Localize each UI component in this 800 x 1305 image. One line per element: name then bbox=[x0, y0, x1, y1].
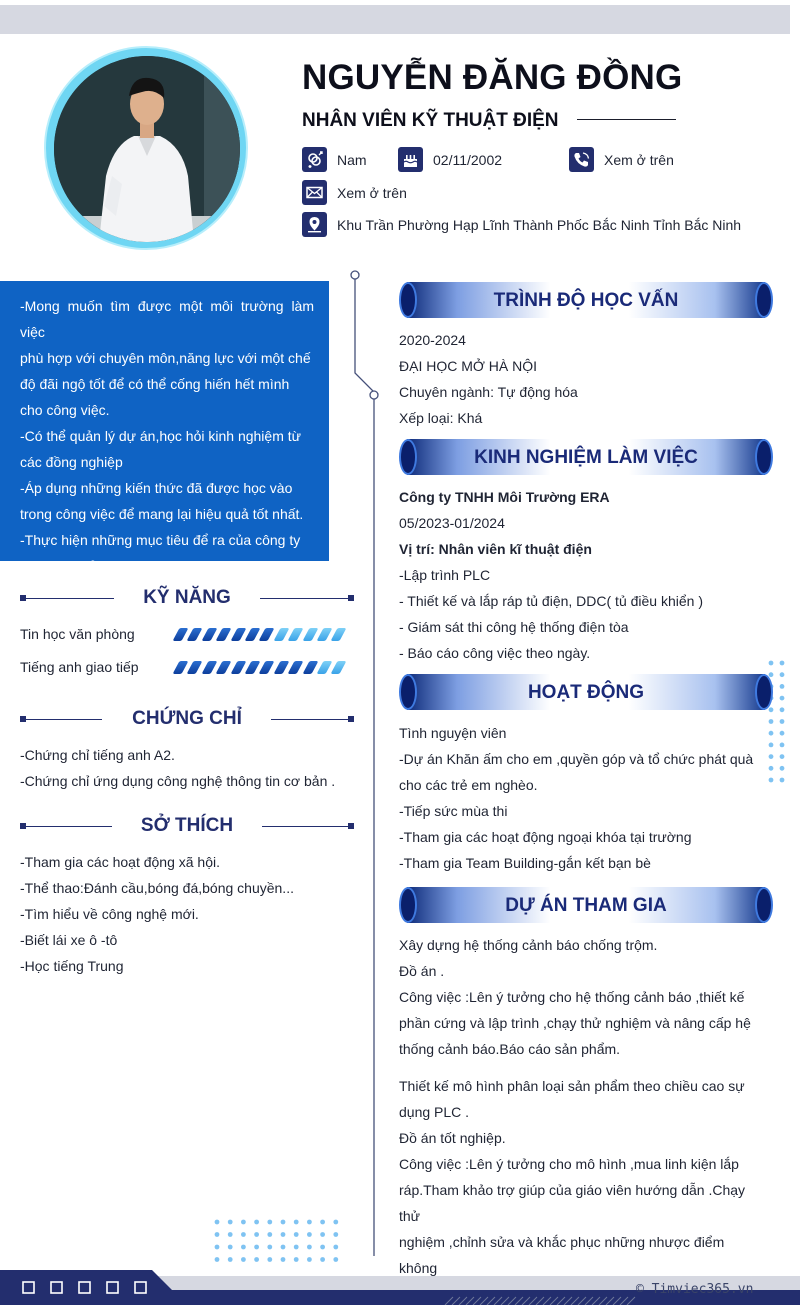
decoration-dot bbox=[333, 1257, 338, 1262]
activities-title: HOẠT ĐỘNG bbox=[527, 682, 645, 703]
hobby-item: -Biết lái xe ô -tô bbox=[20, 932, 118, 948]
decoration-dot bbox=[307, 1257, 312, 1262]
skill-bar-segment bbox=[273, 628, 289, 641]
education-school: ĐẠI HỌC MỞ HÀ NỘI bbox=[399, 358, 538, 374]
decoration-dot bbox=[780, 661, 785, 666]
skills-heading bbox=[20, 587, 354, 611]
certificate-item: -Chứng chỉ ứng dụng công nghệ thông tin cơ bản . bbox=[20, 773, 336, 789]
education-major: Chuyên ngành: Tự động hóa bbox=[399, 384, 578, 400]
decoration-dot bbox=[228, 1220, 233, 1225]
experience-title: KINH NGHIỆM LÀM VIỆC bbox=[474, 447, 698, 468]
activity-line: -Dự án Khăn ấm cho em ,quyền góp và tổ chức phát quà bbox=[399, 751, 754, 767]
objective-line: độ đãi ngộ tốt để có thể cống hiến hết mình bbox=[20, 376, 290, 392]
decoration-dot bbox=[780, 731, 785, 736]
decoration-dot bbox=[294, 1220, 299, 1225]
decoration-dot bbox=[215, 1232, 220, 1237]
skill-bar-segment bbox=[216, 661, 232, 674]
decoration-dot bbox=[769, 778, 774, 783]
skill-bar-segment bbox=[331, 661, 347, 674]
gender-value: Nam bbox=[337, 151, 367, 168]
project-line: ráp.Tham khảo trợ giúp của giáo viên hướng dẫn .Chạy thử bbox=[399, 1182, 746, 1224]
skill-bar-segment bbox=[316, 661, 332, 674]
activity-line: -Tham gia Team Building-gắn kết bạn bè bbox=[399, 855, 651, 871]
project-line: Công việc :Lên ý tưởng cho mô hình ,mua linh kiện lắp bbox=[399, 1156, 739, 1172]
skill-bar-segment bbox=[201, 628, 217, 641]
experience-heading bbox=[399, 439, 773, 475]
address-value: Khu Trần Phường Hạp Lĩnh Thành Phốc Bắc Ninh Tỉnh Bắc Ninh bbox=[337, 216, 742, 233]
decoration-dot bbox=[294, 1232, 299, 1237]
objective-line: -Mong muốn tìm được một môi trường làm việc bbox=[20, 298, 314, 340]
decoration-dot bbox=[294, 1257, 299, 1262]
certificates-heading bbox=[20, 708, 354, 732]
decoration-dot bbox=[254, 1232, 259, 1237]
experience-company: Công ty TNHH Môi Trường ERA bbox=[399, 489, 610, 505]
decoration-dot bbox=[267, 1245, 272, 1250]
activity-line: -Tham gia các hoạt động ngoại khóa tại trường bbox=[399, 829, 692, 845]
decoration-dot bbox=[215, 1220, 220, 1225]
decoration-dot bbox=[780, 696, 785, 701]
decoration-dot bbox=[307, 1245, 312, 1250]
decoration-dot bbox=[780, 778, 785, 783]
email-value: Xem ở trên bbox=[337, 184, 407, 201]
activity-line: Tình nguyện viên bbox=[399, 725, 507, 741]
decoration-dot bbox=[254, 1245, 259, 1250]
project-line: Thiết kế mô hình phân loại sản phẩm theo chiều cao sự bbox=[399, 1078, 745, 1094]
experience-task: - Thiết kế và lắp ráp tủ điện, DDC( tủ điều khiển ) bbox=[399, 593, 704, 609]
skill-bar-segment bbox=[187, 661, 203, 674]
decoration-dot bbox=[780, 707, 785, 712]
project-line: Xây dựng hệ thống cảnh báo chống trộm. bbox=[399, 937, 658, 953]
decoration-dot bbox=[769, 743, 774, 748]
hobbies-list bbox=[20, 849, 294, 979]
hobby-item: -Tham gia các hoạt động xã hội. bbox=[20, 854, 221, 870]
hobby-item: -Tìm hiểu về công nghệ mới. bbox=[20, 906, 199, 922]
decoration-dot bbox=[241, 1220, 246, 1225]
decoration-dot bbox=[333, 1220, 338, 1225]
project-line: dụng PLC . bbox=[399, 1104, 470, 1120]
decoration-dot bbox=[254, 1220, 259, 1225]
objective-line: -Áp dụng những kiến thức đã được học vào bbox=[20, 480, 293, 496]
project-line: Đồ án tốt nghiệp. bbox=[399, 1130, 506, 1146]
objective-line: cho công việc. bbox=[20, 402, 110, 418]
decoration-dot bbox=[228, 1245, 233, 1250]
project-1 bbox=[399, 932, 764, 1062]
activity-line: -Tiếp sức mùa thi bbox=[399, 803, 508, 819]
decoration-dot bbox=[228, 1232, 233, 1237]
skill-bar-segment bbox=[302, 661, 318, 674]
decoration-dot bbox=[320, 1245, 325, 1250]
experience-period: 05/2023-01/2024 bbox=[399, 515, 505, 531]
skill-bar-segment bbox=[273, 661, 289, 674]
objective-line: -Có thể quản lý dự án,học hỏi kinh nghiệm từ bbox=[20, 428, 302, 444]
decoration-dot bbox=[320, 1232, 325, 1237]
skill-bar-segment bbox=[216, 628, 232, 641]
experience-task: -Lập trình PLC bbox=[399, 567, 491, 583]
activities-heading bbox=[399, 674, 773, 710]
candidate-name: NGUYỄN ĐĂNG ĐỒNG bbox=[302, 58, 683, 97]
decoration-dot bbox=[215, 1245, 220, 1250]
skills-title: KỸ NĂNG bbox=[143, 587, 231, 608]
hobbies-title: SỞ THÍCH bbox=[140, 815, 234, 836]
decoration-dot bbox=[294, 1245, 299, 1250]
skill-bar-segment bbox=[316, 628, 332, 641]
hobbies-heading bbox=[20, 815, 354, 839]
objective-line: phù hợp với chuyên môn,năng lực với một chế bbox=[20, 350, 311, 366]
decoration-dot bbox=[320, 1220, 325, 1225]
skill-bar-segment bbox=[187, 628, 203, 641]
decoration-dot bbox=[307, 1220, 312, 1225]
dot-grid-decoration bbox=[214, 1219, 340, 1263]
activities-body bbox=[399, 720, 764, 876]
decoration-dot bbox=[267, 1220, 272, 1225]
decoration-dot bbox=[780, 672, 785, 677]
skill-bar-segment bbox=[201, 661, 217, 674]
decoration-dot bbox=[780, 766, 785, 771]
education-grade: Xếp loại: Khá bbox=[399, 410, 483, 426]
project-line: Công việc :Lên ý tưởng cho hệ thống cảnh báo ,thiết kế bbox=[399, 989, 745, 1005]
skill-bar-segment bbox=[244, 661, 260, 674]
skill-bar-segment bbox=[230, 661, 246, 674]
skill-bar-segment bbox=[331, 628, 347, 641]
education-title: TRÌNH ĐỘ HỌC VẤN bbox=[493, 290, 679, 311]
decoration-dot bbox=[215, 1257, 220, 1262]
decoration-dot bbox=[241, 1232, 246, 1237]
project-line: Đồ án . bbox=[399, 963, 445, 979]
certificates-list bbox=[20, 742, 335, 794]
decoration-dot bbox=[333, 1245, 338, 1250]
skill-bar-segment bbox=[230, 628, 246, 641]
hobby-item: -Thể thao:Đánh cầu,bóng đá,bóng chuyền... bbox=[20, 880, 294, 896]
skill-label: Tin học văn phòng bbox=[20, 626, 135, 642]
experience-position: Vị trí: Nhân viên kĩ thuật điện bbox=[399, 541, 592, 557]
decoration-dot bbox=[780, 684, 785, 689]
education-heading bbox=[399, 282, 773, 318]
skill-label: Tiếng anh giao tiếp bbox=[20, 659, 139, 675]
experience-task: - Giám sát thi công hệ thống điện tòa bbox=[399, 619, 629, 635]
decoration-dot bbox=[254, 1257, 259, 1262]
career-objective bbox=[0, 281, 329, 574]
skill-office-bar bbox=[176, 628, 349, 641]
activity-line: cho các trẻ em nghèo. bbox=[399, 777, 538, 793]
skill-bar-segment bbox=[259, 628, 275, 641]
certificate-item: -Chứng chỉ tiếng anh A2. bbox=[20, 747, 175, 763]
decoration-dot bbox=[780, 719, 785, 724]
decoration-dot bbox=[769, 731, 774, 736]
decoration-dot bbox=[241, 1245, 246, 1250]
decoration-dot bbox=[228, 1257, 233, 1262]
skill-bar-segment bbox=[288, 661, 304, 674]
hobby-item: -Học tiếng Trung bbox=[20, 958, 124, 974]
objective-line: các đồng nghiệp bbox=[20, 454, 123, 470]
decoration-dot bbox=[307, 1232, 312, 1237]
decoration-dot bbox=[780, 754, 785, 759]
objective-line: -Thực hiện những mục tiêu để ra của công ty bbox=[20, 532, 301, 548]
skill-bar-segment bbox=[302, 628, 318, 641]
skill-english-bar bbox=[176, 661, 349, 674]
phone-value: Xem ở trên bbox=[604, 151, 674, 168]
objective-line: dành cho bản thân mình. bbox=[20, 558, 175, 574]
decoration-dot bbox=[281, 1257, 286, 1262]
education-body bbox=[399, 327, 764, 431]
decoration-dot bbox=[769, 754, 774, 759]
decoration-dot bbox=[780, 743, 785, 748]
projects-heading bbox=[399, 887, 773, 923]
skill-bar-segment bbox=[244, 628, 260, 641]
decoration-dot bbox=[769, 719, 774, 724]
decoration-dot bbox=[333, 1232, 338, 1237]
project-line: thống cảnh báo.Báo cáo sản phẩm. bbox=[399, 1041, 621, 1057]
decoration-dot bbox=[281, 1220, 286, 1225]
project-line: nghiệm ,chỉnh sửa và khắc phục những nhược điểm không bbox=[399, 1234, 725, 1276]
objective-line: trong công việc để mang lại hiệu quả tốt nhất. bbox=[20, 506, 304, 522]
certificates-title: CHỨNG CHỈ bbox=[132, 708, 242, 729]
project-line: phần cứng và lập trình ,chạy thử nghiệm và nâng cấp hệ bbox=[399, 1015, 751, 1031]
site-watermark: © Timviec365.vn bbox=[636, 1282, 754, 1297]
decoration-dot bbox=[267, 1232, 272, 1237]
skill-bar-segment bbox=[288, 628, 304, 641]
birthday-value: 02/11/2002 bbox=[433, 151, 503, 168]
education-years: 2020-2024 bbox=[399, 332, 466, 348]
projects-title: DỰ ÁN THAM GIA bbox=[505, 895, 667, 916]
decoration-dot bbox=[241, 1257, 246, 1262]
decoration-dot bbox=[267, 1257, 272, 1262]
decoration-dot bbox=[769, 766, 774, 771]
job-title: NHÂN VIÊN KỸ THUẬT ĐIỆN bbox=[302, 110, 559, 131]
decoration-dot bbox=[769, 661, 774, 666]
decoration-dot bbox=[281, 1245, 286, 1250]
experience-body bbox=[399, 484, 764, 666]
decoration-dot bbox=[281, 1232, 286, 1237]
skill-office bbox=[20, 626, 135, 642]
skill-bar-segment bbox=[259, 661, 275, 674]
skill-english bbox=[20, 659, 139, 675]
experience-task: - Báo cáo công việc theo ngày. bbox=[399, 645, 591, 661]
decoration-dot bbox=[320, 1257, 325, 1262]
